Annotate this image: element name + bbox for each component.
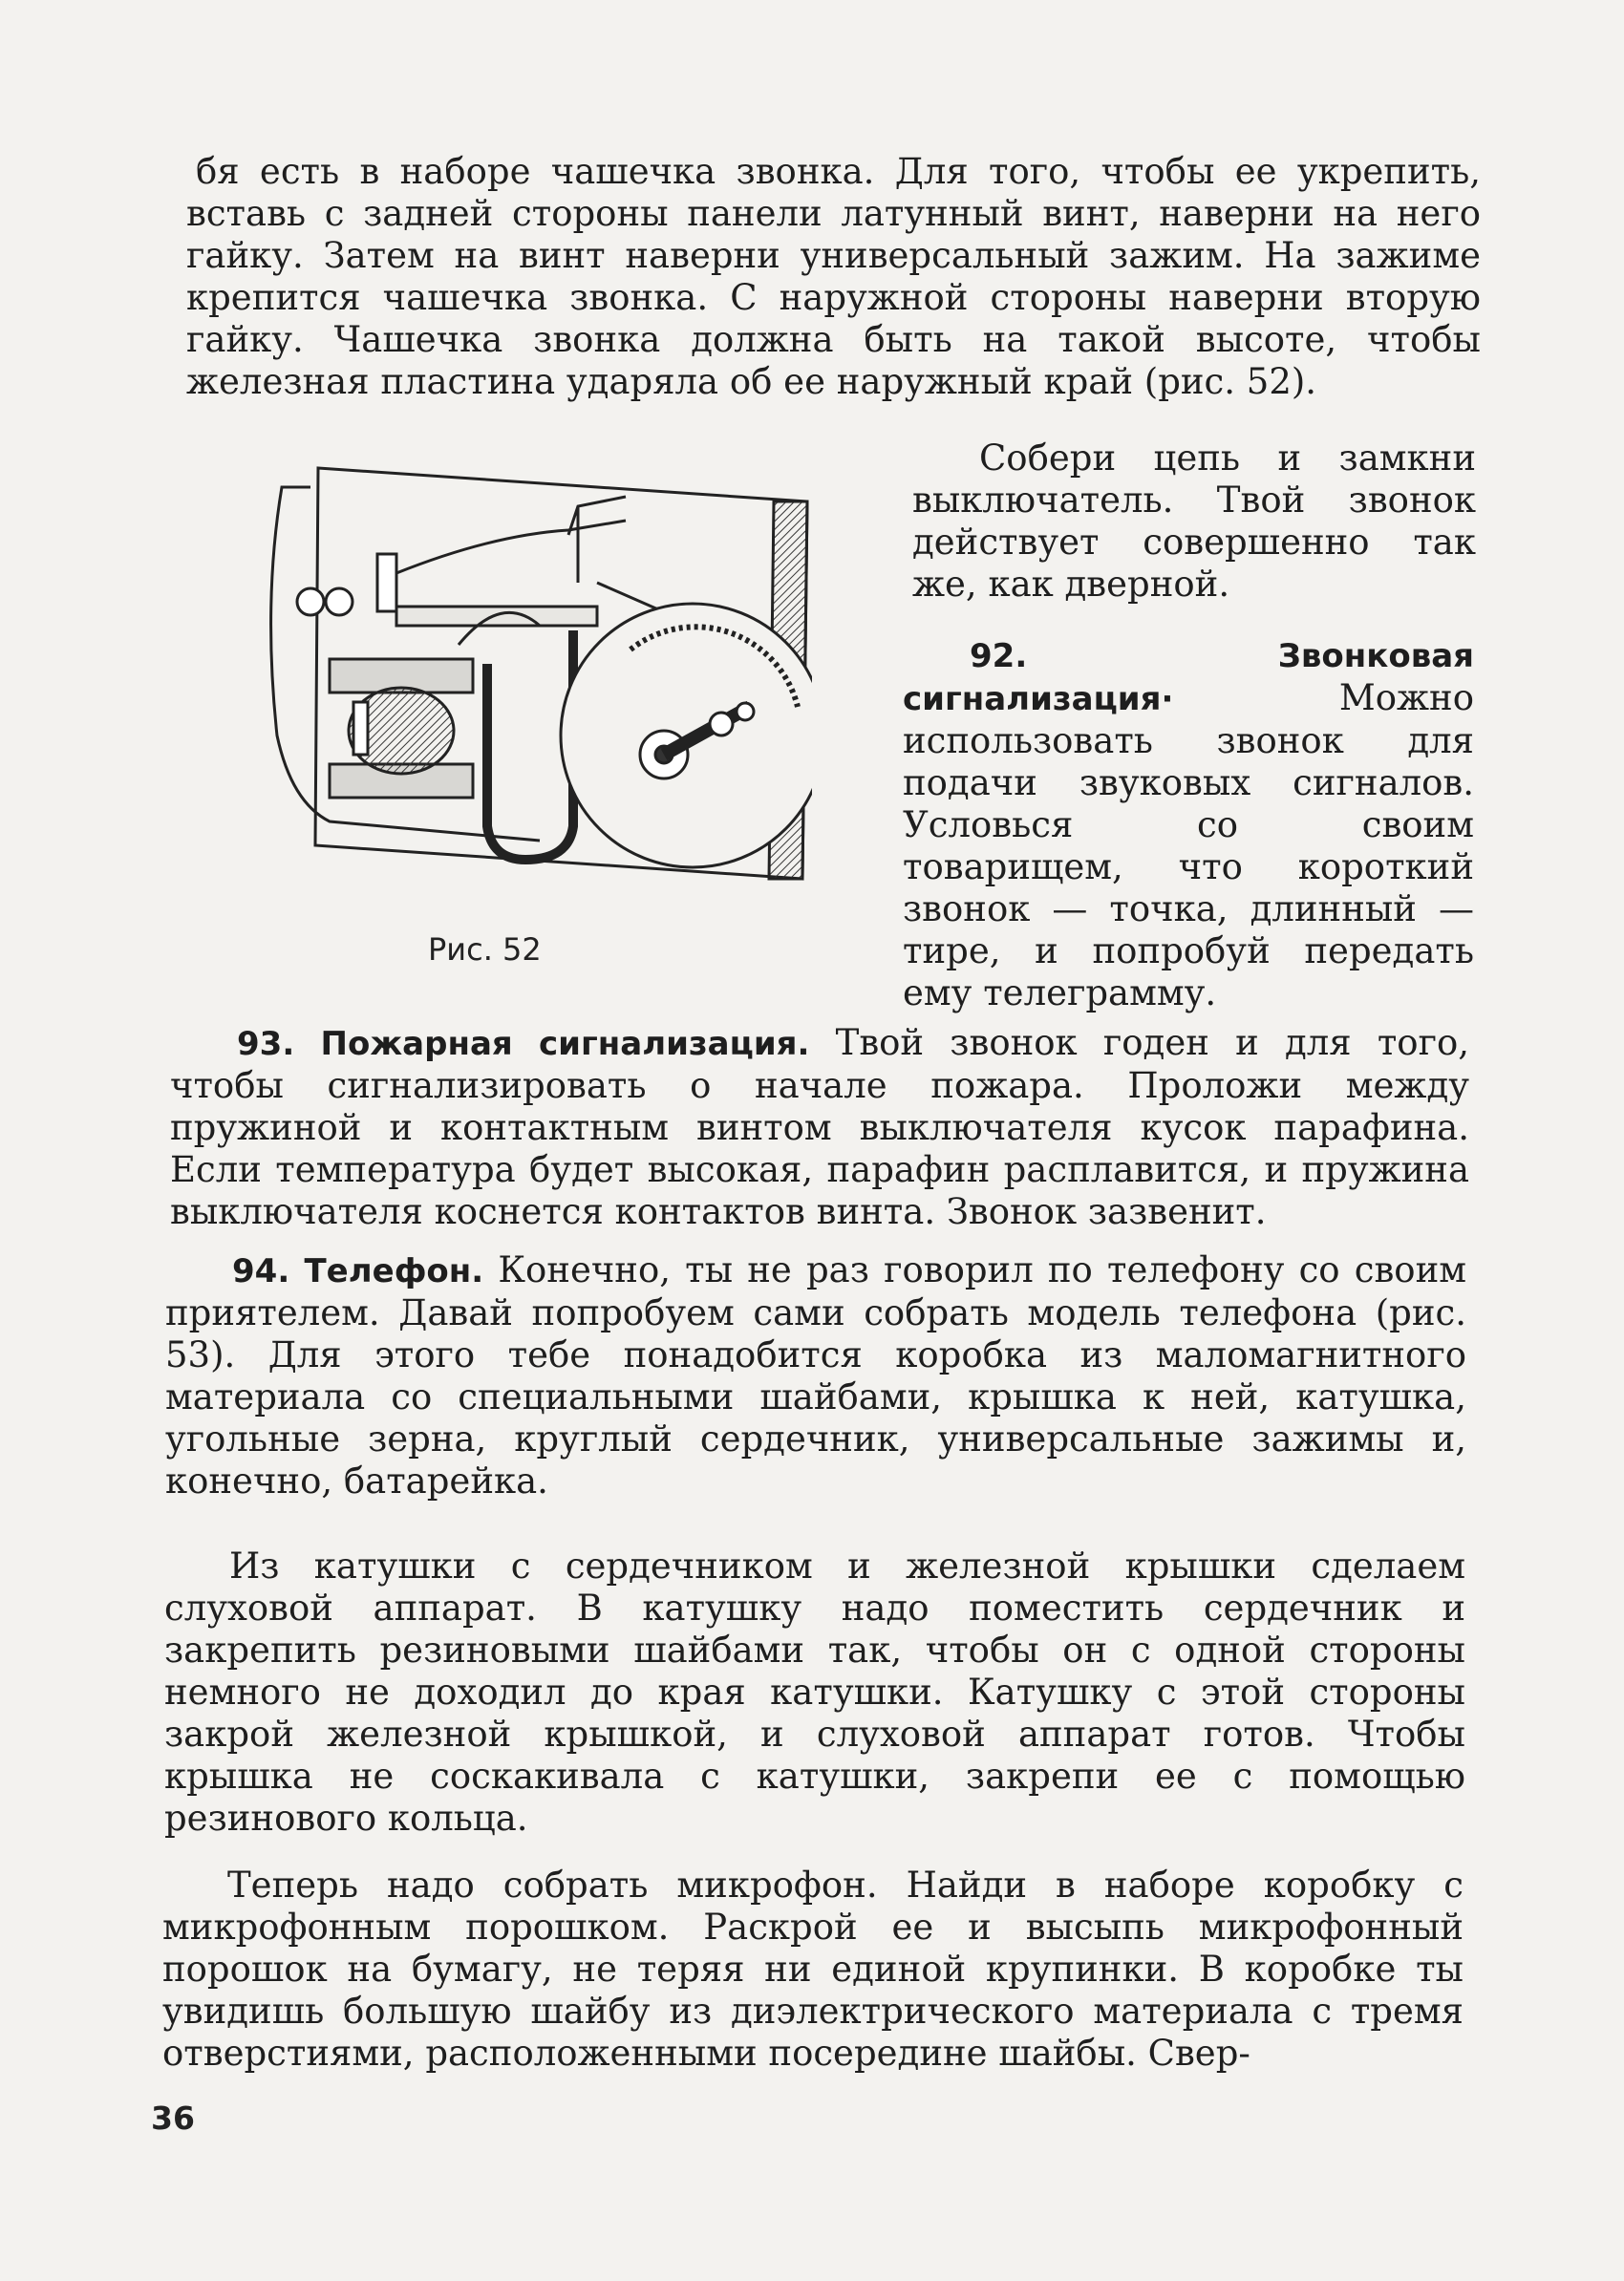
paragraph-earpiece: Из катушки с сердечником и железной крышки сделаем слуховой аппарат. В катушку надо поместить сердечник и закрепить резиновыми шайбами так, чтобы он с одной стороны немного не доходил до края катушки. Катушку с этой стороны закрой железной крышкой, и слуховой аппарат готов. Чтобы крышка не соскакивала с катушки, закрепи ее с помощью резинового кольца. <box>164 1546 1465 1839</box>
section-94-telephone <box>165 1249 1466 1503</box>
section-93-heading: 93. Пожарная сигнализация. <box>237 1025 810 1063</box>
section-94-heading: 94. Телефон. <box>232 1252 484 1290</box>
section-94-text: Конечно, ты не раз говорил по телефону со своим приятелем. Давай попробуем сами собрать модель телефона (рис. 53). Для этого тебе понадобится коробка из маломагнитного материала со специальными шайбами, крышка к ней, катушка, угольные зерна, круглый сердечник, универсальные зажимы и, конечно, батарейка. <box>165 1249 1467 1502</box>
paragraph-assemble-circuit: Собери цепь и замкни выключатель. Твой звонок действует совершенно так же, как дверной. <box>912 437 1476 605</box>
electric-bell-illustration <box>253 458 812 884</box>
section-93-text: Твой звонок годен и для того, чтобы сигнализировать о начале пожара. Проложи между пружиной и контактным винтом выключателя кусок парафина. Если температура будет высокая, парафин расплавится, и пружина выключателя коснется контактов винта. Звонок зазвенит. <box>170 1022 1470 1232</box>
section-93-fire-alarm <box>170 1022 1469 1233</box>
figure-caption: Рис. 52 <box>428 931 542 968</box>
paragraph-microphone: Теперь надо собрать микрофон. Найди в наборе коробку с микрофонным порошком. Раскрой ее и высыпь микрофонный порошок на бумагу, не теряя ни единой крупинки. В коробке ты увидишь большую шайбу из диэлектрического материала с тремя отверстиями, расположенными посередине шайбы. Свер- <box>162 1865 1464 2074</box>
section-92-bell-signaling <box>903 634 1474 1014</box>
paragraph-bell-cup: бя есть в наборе чашечка звонка. Для того, чтобы ее укрепить, вставь с задней стороны панели латунный винт, наверни на него гайку. Затем на винт наверни универсальный зажим. На зажиме крепится чашечка звонка. С наружной стороны наверни вторую гайку. Чашечка звонка должна быть на такой высоте, чтобы железная пластина ударяла об ее наружный край (рис. 52). <box>186 151 1481 402</box>
section-92-heading: 92. Звонковая сигнализация· <box>903 637 1474 718</box>
page-number: 36 <box>151 2100 195 2137</box>
section-92-text: Можно использовать звонок для подачи звуковых сигналов. Условься со своим товарищем, что короткий звонок — точка, длинный — тире, и попробуй передать ему телеграмму. <box>903 677 1474 1013</box>
